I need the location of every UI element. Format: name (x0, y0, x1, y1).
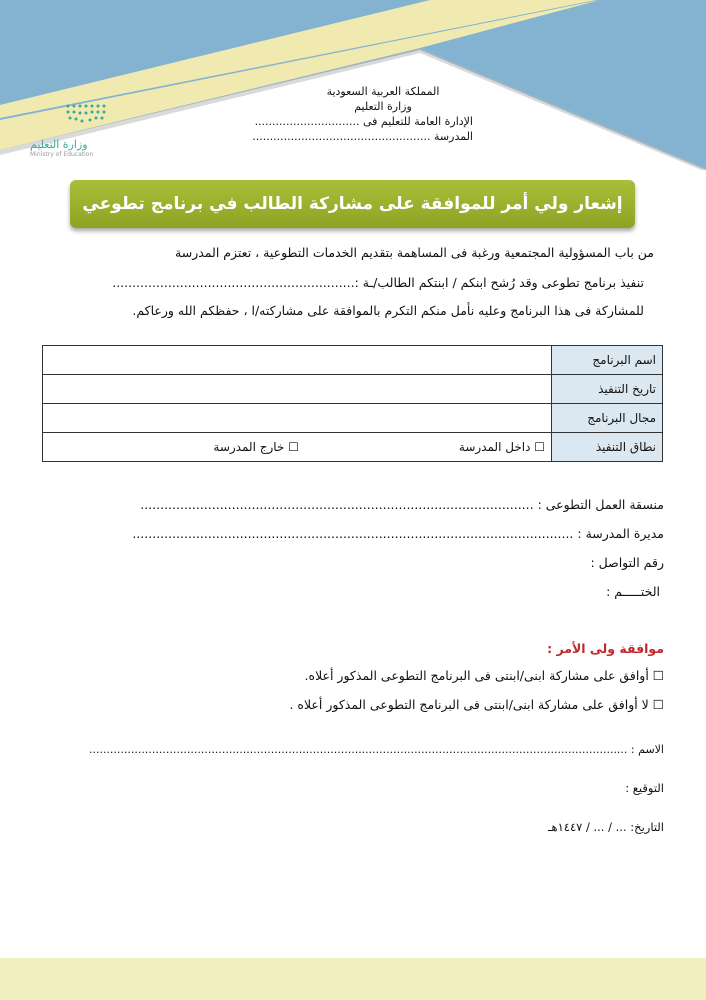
execution-date-field[interactable] (43, 375, 552, 404)
program-field-field[interactable] (43, 404, 552, 433)
program-table (42, 345, 663, 462)
ministry-name: وزارة التعليم (354, 100, 412, 113)
table-row (43, 404, 663, 433)
body-line-2: تنفيذ برنامج تطوعى وقد رُشح ابنكم / ابنتكم الطالب/ـة :............................................................. (112, 275, 644, 290)
admin-line: الإدارة العامة للتعليم فى .............................. (254, 115, 473, 128)
table-row (43, 346, 663, 375)
coordinator-line: منسقة العمل التطوعى : ................................................................................................... (140, 497, 664, 512)
ministry-logo (30, 100, 110, 160)
body-line-3: للمشاركة فى هذا البرنامج وعليه نأمل منكم التكرم بالموافقة على مشاركته/ا ، حفظكم الله ورعاكم. (132, 303, 644, 318)
logo-dots-icon (30, 100, 110, 130)
disagree-checkbox[interactable]: ☐ لا أوافق على مشاركة ابنى/ابنتى فى البرنامج التطوعى المذكور أعلاه . (289, 697, 664, 712)
row-label: نطاق التنفيذ (552, 433, 663, 462)
outside-school-checkbox[interactable]: ☐ خارج المدرسة (213, 440, 299, 454)
agree-checkbox[interactable]: ☐ أوافق على مشاركة ابنى/ابنتى فى البرنامج التطوعى المذكور أعلاه. (304, 668, 664, 683)
body-line-1: من باب المسؤولية المجتمعية ورغبة فى المساهمة بتقديم الخدمات التطوعية ، تعتزم المدرسة (175, 245, 654, 260)
contact-line: رقم التواصل : (590, 555, 664, 570)
row-label: اسم البرنامج (552, 346, 663, 375)
consent-heading: موافقة ولى الأمر : (547, 641, 664, 656)
principal-line: مديرة المدرسة : ............................................................................................................... (132, 526, 664, 541)
kingdom-name: المملكة العربية السعودية (326, 85, 440, 98)
stamp-line: الختـــــم : (606, 584, 660, 599)
date-line: التاريخ: ... / ... / ١٤٤٧هـ (548, 820, 664, 834)
logo-english-text: Ministry of Education (30, 151, 94, 158)
table-row (43, 433, 663, 462)
page-title: إشعار ولي أمر للموافقة على مشاركة الطالب في برنامج تطوعي (70, 180, 635, 228)
program-name-field[interactable] (43, 346, 552, 375)
row-label: مجال البرنامج (552, 404, 663, 433)
footer-band (0, 958, 706, 1000)
name-line: الاسم : .......................................................................................................................................................... (88, 743, 664, 756)
logo-arabic-text: وزارة التعليم (30, 138, 88, 151)
inside-school-checkbox[interactable]: ☐ داخل المدرسة (458, 440, 545, 454)
signature-line: التوقيع : (625, 781, 664, 795)
row-label: تاريخ التنفيذ (552, 375, 663, 404)
table-row (43, 375, 663, 404)
school-line: المدرسة ................................................... (252, 130, 473, 143)
